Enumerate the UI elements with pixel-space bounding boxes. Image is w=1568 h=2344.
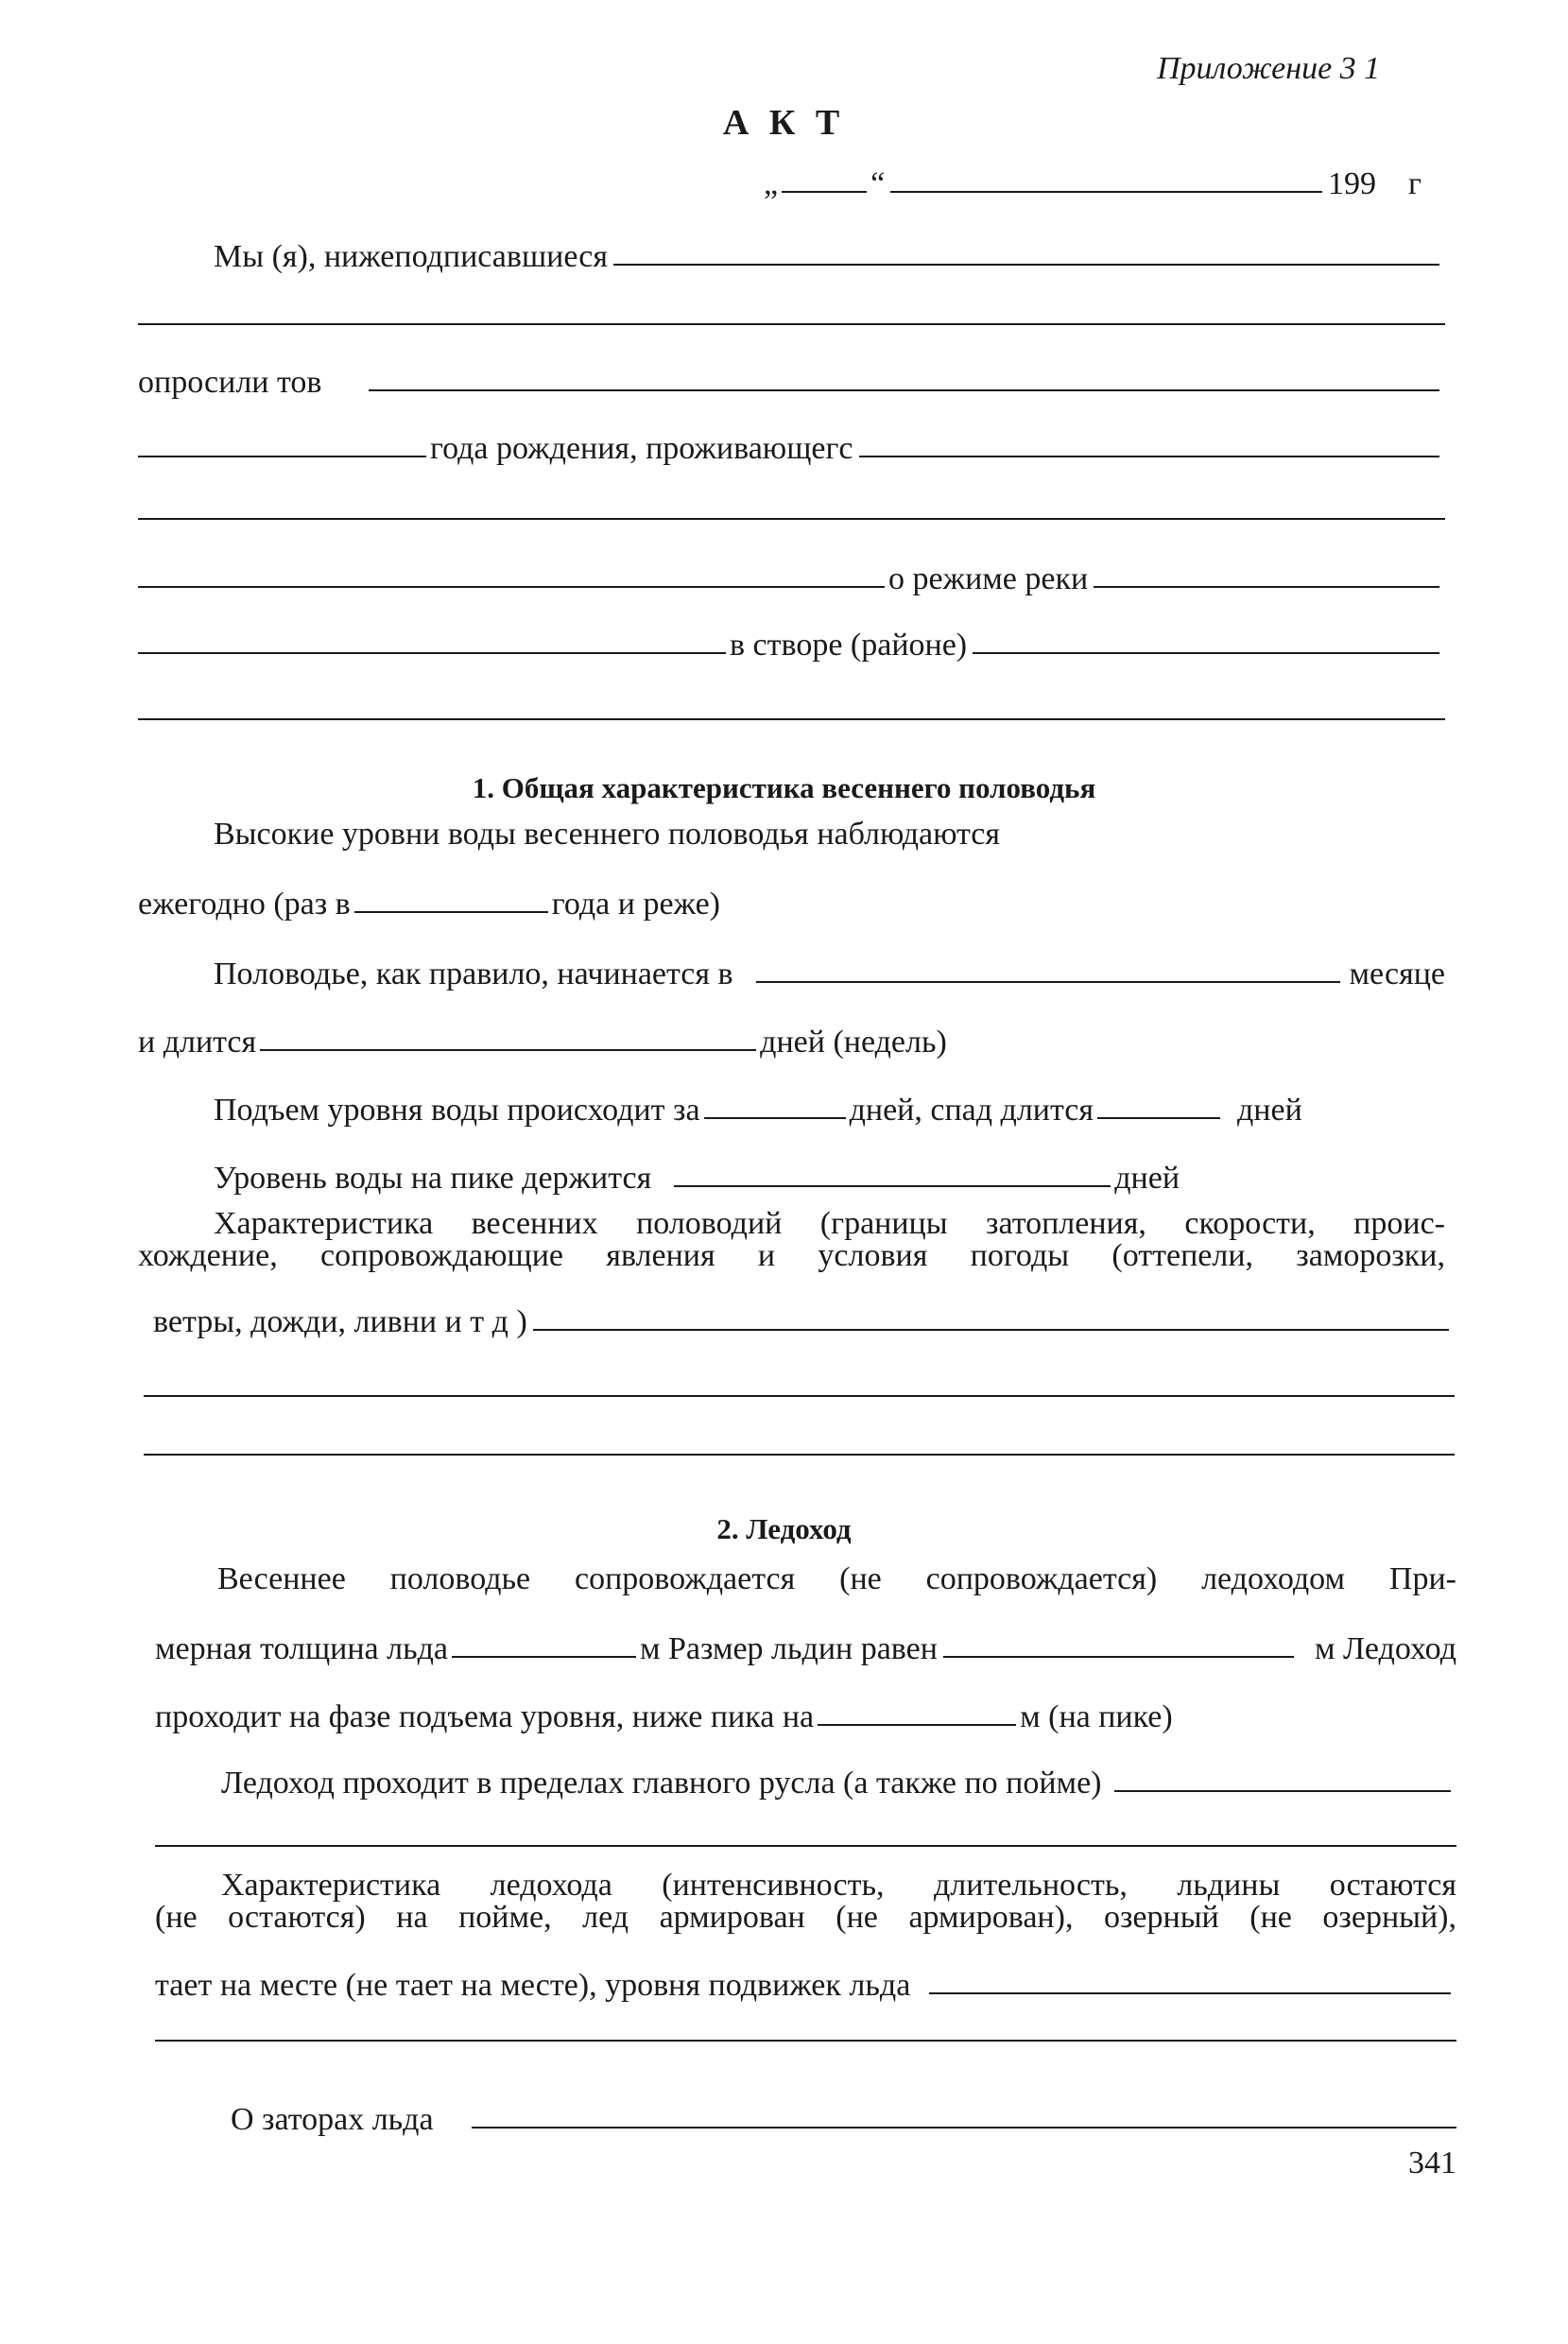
signers-line bbox=[214, 241, 1445, 273]
lasts-label: и длится bbox=[138, 1025, 257, 1060]
flood-char-line-1: Характеристика весенних половодий (границы затопления, скорости, проис- bbox=[214, 1206, 1445, 1241]
regime-label: о режиме реки bbox=[888, 561, 1089, 596]
flood-char-label: ветры, дожди, ливни и т д ) bbox=[153, 1304, 527, 1339]
high-levels-text: Высокие уровни воды весеннего половодья наблюдаются bbox=[214, 817, 1001, 852]
signers-label: Мы (я), нижеподписавшиеся bbox=[214, 239, 608, 274]
ice-char-label: тает на месте (не тает на месте), уровня подвижек льда bbox=[155, 1968, 911, 2003]
flood-char-line-3 bbox=[153, 1306, 1455, 1338]
floe-size-field[interactable] bbox=[943, 1656, 1294, 1658]
asked-label: опросили тов bbox=[138, 365, 322, 400]
address-field-line-2[interactable] bbox=[138, 518, 1445, 520]
year-suffix: г bbox=[1408, 166, 1422, 201]
ice-jams-field[interactable] bbox=[472, 2127, 1456, 2129]
ice-char-field[interactable] bbox=[929, 1992, 1451, 1994]
ice-thickness-line bbox=[155, 1633, 1456, 1665]
fall-label: дней, спад длится bbox=[849, 1093, 1094, 1128]
start-line bbox=[214, 958, 1445, 991]
lasts-line bbox=[138, 1026, 1445, 1059]
rise-line bbox=[214, 1094, 1445, 1127]
ice-phase-line bbox=[155, 1701, 1456, 1733]
regime-pre-field[interactable] bbox=[138, 586, 885, 588]
day-field[interactable] bbox=[782, 191, 867, 193]
ice-char-line-1: Характеристика ледохода (интенсивность, длительность, льдины остаются bbox=[221, 1868, 1456, 1903]
yearly-line bbox=[138, 888, 1445, 921]
peak-days-field[interactable] bbox=[674, 1185, 1111, 1187]
yearly-label: ежегодно (раз в bbox=[138, 887, 351, 922]
ice-drift-line-1: Весеннее половодье сопровождается (не сопровождается) ледоходом При- bbox=[217, 1561, 1456, 1596]
date-quote-close: “ bbox=[870, 166, 886, 201]
floe-size-label: м Размер льдин равен bbox=[639, 1631, 938, 1666]
below-peak-field[interactable] bbox=[818, 1724, 1016, 1726]
page-number: 341 bbox=[1408, 2146, 1456, 2180]
flood-char-field[interactable] bbox=[533, 1329, 1449, 1331]
ice-channel-field[interactable] bbox=[1114, 1790, 1451, 1792]
ice-channel-line bbox=[221, 1767, 1456, 1800]
signers-field-line-2[interactable] bbox=[138, 323, 1445, 325]
rise-days-field[interactable] bbox=[704, 1117, 846, 1119]
signers-field[interactable] bbox=[613, 264, 1439, 266]
peak-suffix: дней bbox=[1114, 1161, 1180, 1196]
section1-heading: 1. Общая характеристика весеннего половодья bbox=[472, 771, 1096, 804]
start-suffix: месяце bbox=[1349, 957, 1445, 991]
start-month-field[interactable] bbox=[756, 981, 1340, 983]
ice-channel-field-line-2[interactable] bbox=[155, 1845, 1456, 1847]
lasts-suffix: дней (недель) bbox=[760, 1025, 947, 1060]
address-field[interactable] bbox=[859, 456, 1439, 457]
ice-jams-label: О заторах льда bbox=[231, 2102, 434, 2137]
year-prefix: 199 bbox=[1328, 166, 1377, 201]
date-line bbox=[764, 168, 1422, 200]
ice-char-line-3 bbox=[155, 1970, 1456, 2002]
site-field-line-2[interactable] bbox=[138, 718, 1445, 720]
section2-heading: 2. Ледоход bbox=[716, 1512, 852, 1545]
document-title: А К Т bbox=[722, 103, 846, 143]
ice-thickness-label: мерная толщина льда bbox=[155, 1631, 448, 1666]
site-pre-field[interactable] bbox=[138, 652, 726, 654]
birth-line bbox=[138, 433, 1445, 465]
birth-label: года рождения, проживающегс bbox=[430, 431, 853, 466]
peak-line bbox=[214, 1163, 1445, 1195]
site-line bbox=[138, 629, 1445, 662]
flood-char-field-line-3[interactable] bbox=[144, 1454, 1455, 1456]
ice-char-field-line-2[interactable] bbox=[155, 2040, 1456, 2042]
years-interval-field[interactable] bbox=[354, 911, 548, 913]
start-label: Половодье, как правило, начинается в bbox=[214, 957, 733, 991]
appendix-label: Приложение 3 1 bbox=[1157, 51, 1381, 86]
asked-line bbox=[138, 367, 1445, 399]
ice-phase-suffix: м (на пике) bbox=[1020, 1699, 1173, 1734]
yearly-suffix: года и реже) bbox=[551, 887, 721, 922]
fall-days-field[interactable] bbox=[1097, 1117, 1220, 1119]
site-label: в створе (районе) bbox=[730, 628, 968, 663]
ice-channel-label: Ледоход проходит в пределах главного русла (а также по пойме) bbox=[221, 1766, 1102, 1801]
ice-char-line-2: (не остаются) на пойме, лед армирован (не армирован), озерный (не озерный), bbox=[155, 1900, 1456, 1935]
duration-field[interactable] bbox=[260, 1049, 756, 1051]
site-field[interactable] bbox=[973, 652, 1439, 654]
ice-jams-line bbox=[231, 2104, 1462, 2136]
flood-char-field-line-2[interactable] bbox=[144, 1395, 1455, 1397]
ice-drift-suffix: м Ледоход bbox=[1315, 1631, 1456, 1666]
birth-year-field[interactable] bbox=[138, 456, 426, 457]
ice-phase-label: проходит на фазе подъема уровня, ниже пика на bbox=[155, 1699, 815, 1734]
date-quote-open: „ bbox=[764, 166, 779, 201]
rise-label: Подъем уровня воды происходит за bbox=[214, 1093, 700, 1128]
person-name-field[interactable] bbox=[369, 389, 1439, 391]
flood-char-line-2: хождение, сопровождающие явления и условия погоды (оттепели, заморозки, bbox=[138, 1238, 1445, 1273]
regime-line bbox=[138, 563, 1445, 595]
ice-thickness-field[interactable] bbox=[452, 1656, 636, 1658]
high-levels-line bbox=[214, 819, 1445, 851]
fall-suffix: дней bbox=[1237, 1093, 1302, 1128]
month-field[interactable] bbox=[890, 191, 1322, 193]
peak-label: Уровень воды на пике держится bbox=[214, 1161, 652, 1196]
river-name-field[interactable] bbox=[1094, 586, 1439, 588]
